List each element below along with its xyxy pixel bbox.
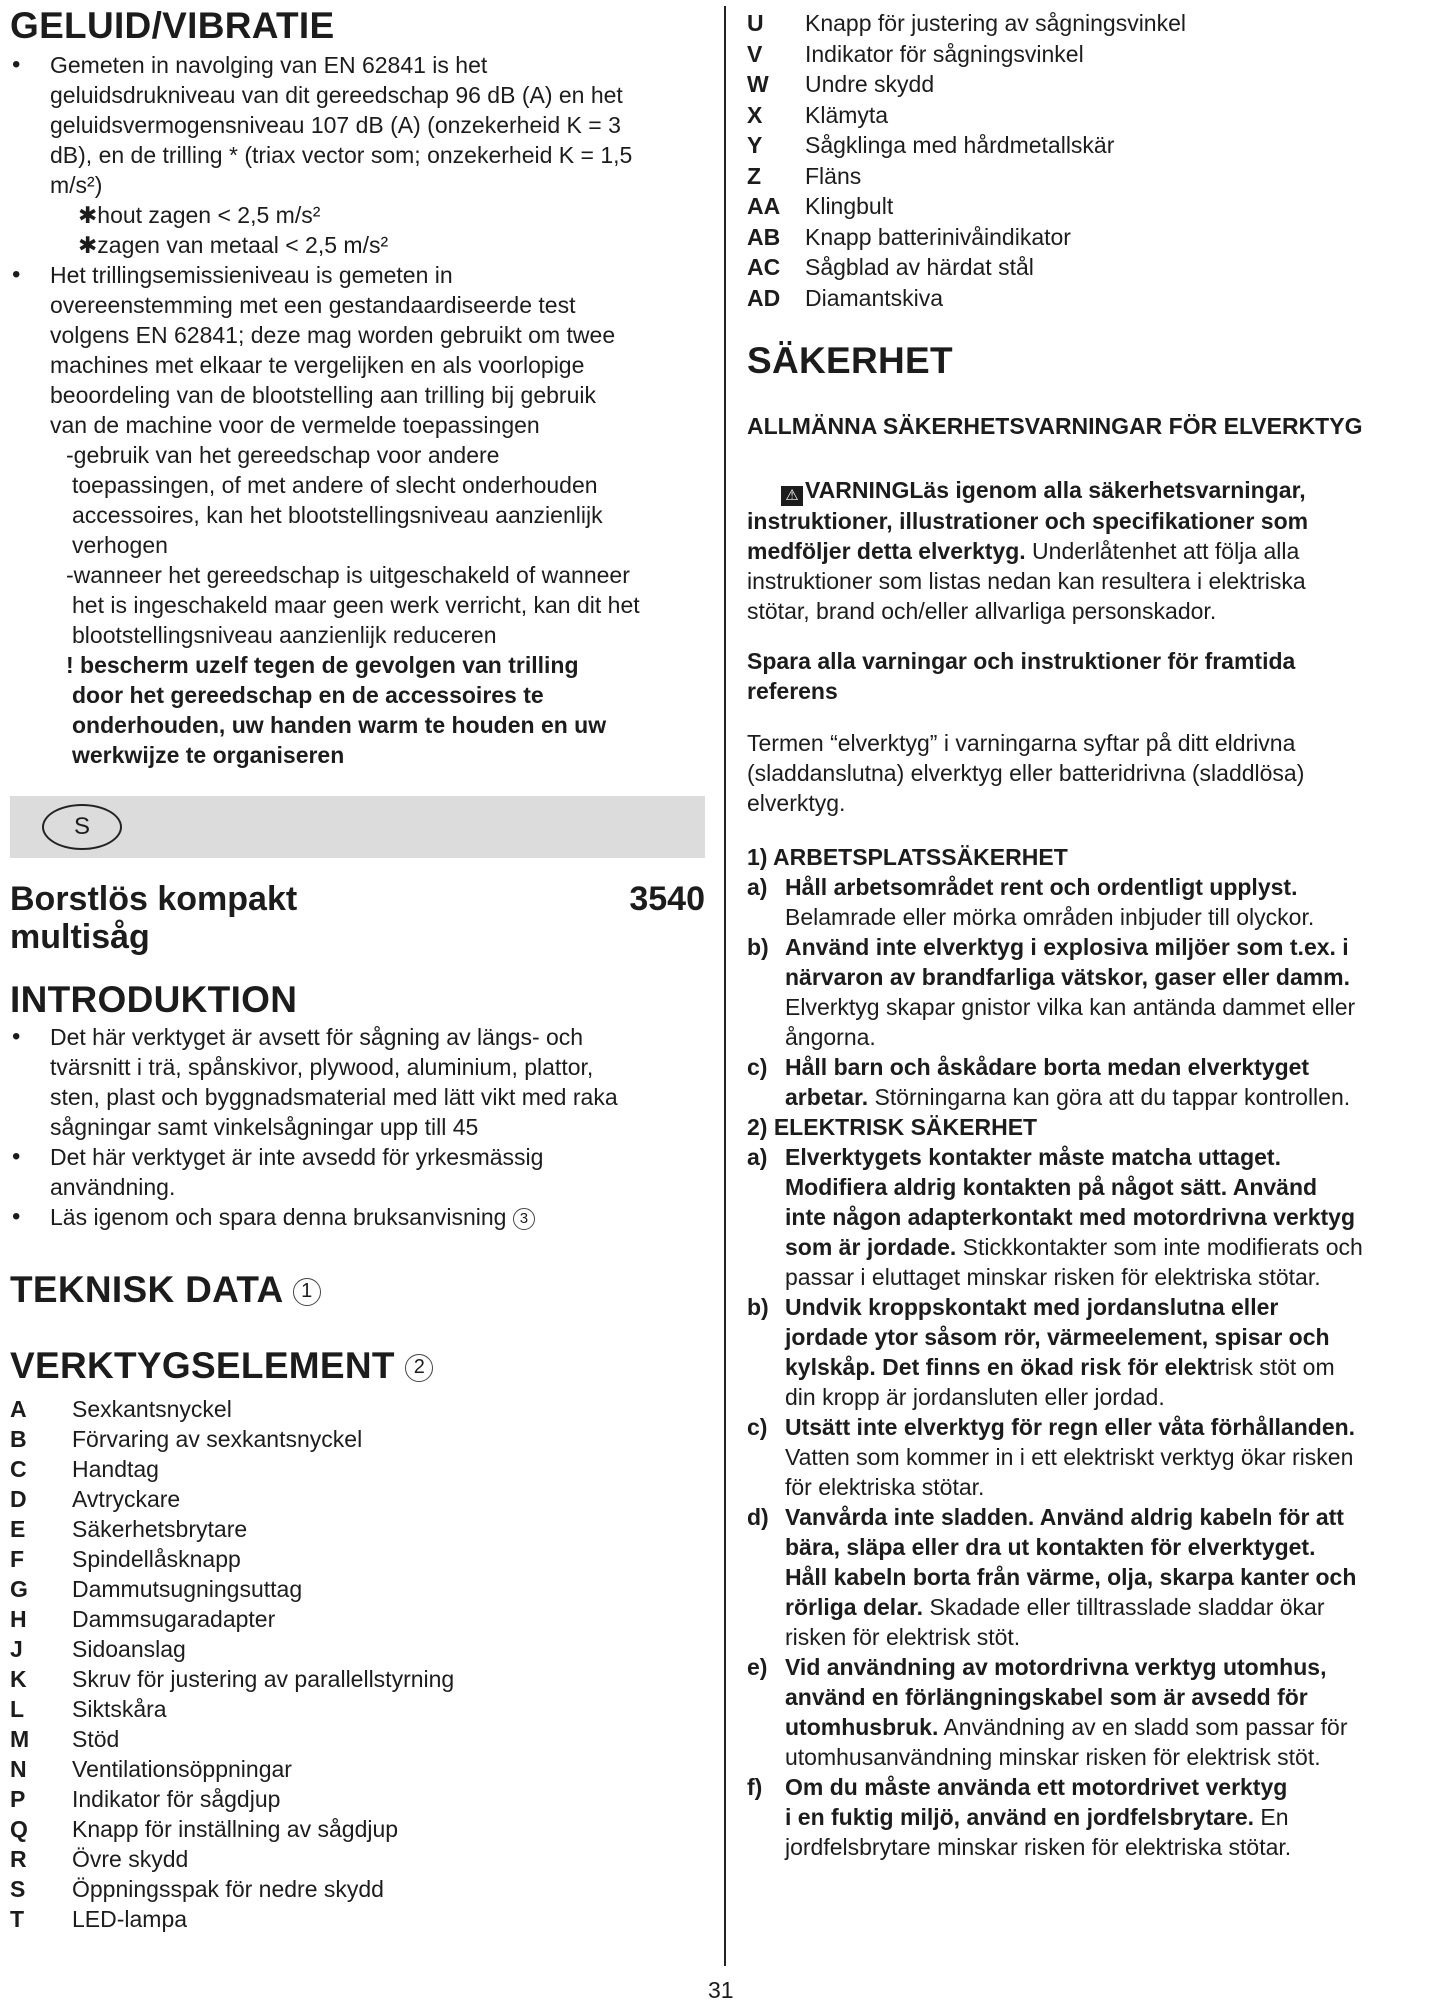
save-instructions-heading: Spara alla varningar och instruktioner för framtida referens xyxy=(747,648,1296,704)
figure-ref-3: 3 xyxy=(513,1208,535,1230)
warning-paragraph: ⚠ VARNINGLäs igenom alla säkerhetsvarningar, instruktioner, illustrationer och specifikationer som medföljer detta elverktyg. Underlåtenhet att följa alla instruktioner som listas nedan kan resultera i elektriska stötar, brand och/eller allvarliga personskador. xyxy=(747,477,1309,624)
right-column xyxy=(747,0,1437,1862)
term-paragraph: Termen “elverktyg” i varningarna syftar på ditt eldrivna (sladdanslutna) elverktyg eller batteridrivna (sladdlösa) elverktyg. xyxy=(747,730,1305,816)
left-column xyxy=(10,0,705,1934)
intro-bullet-2: • Det här verktyget är inte avsedd för yrkesmässig användning. xyxy=(10,1142,705,1202)
figure-ref-1: 1 xyxy=(293,1278,321,1306)
product-number: 3540 xyxy=(629,880,705,918)
geluid-bullet-1: • Gemeten in navolging van EN 62841 is het geluidsdrukniveau van dit gereedschap 96 dB (A) en het geluidsvermogensniveau 107 dB (A) (onzekerheid K = 3 dB), en de trilling * (triax vector som; onzekerheid K = 1,5 m/s²) xyxy=(10,50,705,200)
general-safety-heading: ALLMÄNNA SÄKERHETSVARNINGAR FÖR ELVERKTYG xyxy=(747,413,1363,439)
workplace-safety-heading: 1) ARBETSPLATSSÄKERHET xyxy=(747,844,1068,870)
geluid-list-2 xyxy=(10,260,705,440)
warning-triangle-icon: ⚠ xyxy=(781,486,803,506)
safety-item-1a: a) Håll arbetsområdet rent och ordentligt upplyst. Belamrade eller mörka områden inbjuder till olyckor. xyxy=(747,874,1315,930)
safety-item-2f: f) Om du måste använda ett motordrivet verktyg i en fuktig miljö, använd en jordfelsbrytare. En jordfelsbrytare minskar risken för elektriska stötar. xyxy=(747,1774,1292,1860)
dash-note-1: -gebruik van het gereedschap voor andere toepassingen, of met andere of slecht onderhouden accessoires, kan het blootstellingsniveau aanzienlijk verhogen xyxy=(66,442,603,558)
language-badge: S xyxy=(42,804,122,850)
intro-bullet-3: • Läs igenom och spara denna bruksanvisning 3 xyxy=(10,1202,705,1232)
star-note-metal: ✱zagen van metaal < 2,5 m/s² xyxy=(78,232,389,258)
page-number: 31 xyxy=(708,1977,734,2003)
tech-data-heading: TEKNISK DATA 1 xyxy=(10,1268,705,1312)
safety-item-2a: a) Elverktygets kontakter måste matcha uttaget. Modifiera aldrig kontakten på något sätt. Använd inte någon adapterkontakt med motordrivna verktyg som är jordade. Stickkontakter som inte modifierats och passar i eluttaget minskar risken för elektriska stötar. xyxy=(747,1144,1363,1290)
product-title-row xyxy=(10,880,705,956)
column-divider xyxy=(724,6,726,1966)
intro-list xyxy=(10,1022,705,1232)
geluid-list xyxy=(10,50,705,200)
elements-heading: VERKTYGSELEMENT 2 xyxy=(10,1344,705,1388)
intro-bullet-1: • Det här verktyget är avsett för sågning av längs- och tvärsnitt i trä, spånskivor, plywood, aluminium, plattor, sten, plast och byggnadsmaterial med lätt vikt med raka sågningar samt vinkelsågningar upp till 45 xyxy=(10,1022,705,1142)
electrical-safety-heading: 2) ELEKTRISK SÄKERHET xyxy=(747,1114,1038,1140)
safety-item-2b: b) Undvik kroppskontakt med jordanslutna eller jordade ytor såsom rör, värmeelement, spisar och kylskåp. Det finns en ökad risk för elektrisk stöt om din kropp är jordansluten eller jordad. xyxy=(747,1294,1335,1410)
figure-ref-2: 2 xyxy=(405,1354,433,1382)
vibration-warning: ! bescherm uzelf tegen de gevolgen van trilling door het gereedschap en de accessoires te onderhouden, uw handen warm te houden en uw werkwijze te organiseren xyxy=(66,652,607,768)
safety-item-2e: e) Vid användning av motordrivna verktyg utomhus, använd en förlängningskabel som är avsedd för utomhusbruk. Användning av en sladd som passar för utomhusanvändning minskar risken för elektrisk stöt. xyxy=(747,1654,1348,1770)
product-title: Borstlös kompakt multisåg xyxy=(10,880,298,956)
parts-list-right: U Knapp för justering av sågningsvinkel V Indikator för sågningsvinkel W Undre skydd X Klämyta Y Sågklinga med hårdmetallskär Z Fläns AA Klingbult AB Knapp batterinivåindikator AC Sågblad av härdat stål AD Diamantskiva xyxy=(747,10,1187,311)
safety-heading: SÄKERHET xyxy=(747,340,953,381)
geluid-heading: GELUID/VIBRATIE xyxy=(10,5,335,46)
safety-item-2d: d) Vanvårda inte sladden. Använd aldrig kabeln för att bära, släpa eller dra ut kontakten för elverktyget. Håll kabeln borta från värme, olja, skarpa kanter och rörliga delar. Skadade eller tilltrasslade sladdar ökar risken för elektrisk stöt. xyxy=(747,1504,1357,1650)
geluid-bullet-2: • Het trillingsemissieniveau is gemeten in overeenstemming met een gestandaardiseerde test volgens EN 62841; deze mag worden gebruikt om twee machines met elkaar te vergelijken en als voorlopige beoordeling van de blootstelling aan trilling bij gebruik van de machine voor de vermelde toepassingen xyxy=(10,260,705,440)
intro-heading: INTRODUKTION xyxy=(10,979,298,1020)
language-band xyxy=(10,796,705,858)
parts-list-left: A Sexkantsnyckel B Förvaring av sexkantsnyckel C Handtag D Avtryckare E Säkerhetsbrytare F Spindellåsknapp G Dammutsugningsuttag H Dammsugaradapter J Sidoanslag K Skruv för justering av parallellstyrning L Siktskåra M Stöd N Ventilationsöppningar P Indikator för sågdjup Q Knapp för inställning av sågdjup R Övre skydd S Öppningsspak för nedre skydd T LED-lampa xyxy=(10,1396,455,1932)
safety-item-2c: c) Utsätt inte elverktyg för regn eller våta förhållanden. Vatten som kommer in i ett elektriskt verktyg ökar risken för elektriska stötar. xyxy=(747,1414,1356,1500)
safety-item-1b: b) Använd inte elverktyg i explosiva miljöer som t.ex. i närvaron av brandfarliga vätskor, gaser eller damm. Elverktyg skapar gnistor vilka kan antända dammet eller ångorna. xyxy=(747,934,1356,1050)
safety-item-1c: c) Håll barn och åskådare borta medan elverktyget arbetar. Störningarna kan göra att du tappar kontrollen. xyxy=(747,1054,1351,1110)
star-note-wood: ✱hout zagen < 2,5 m/s² xyxy=(78,202,321,228)
dash-note-2: -wanneer het gereedschap is uitgeschakeld of wanneer het is ingeschakeld maar geen werk verricht, kan dit het blootstellingsniveau aanzienlijk reduceren xyxy=(66,562,640,648)
